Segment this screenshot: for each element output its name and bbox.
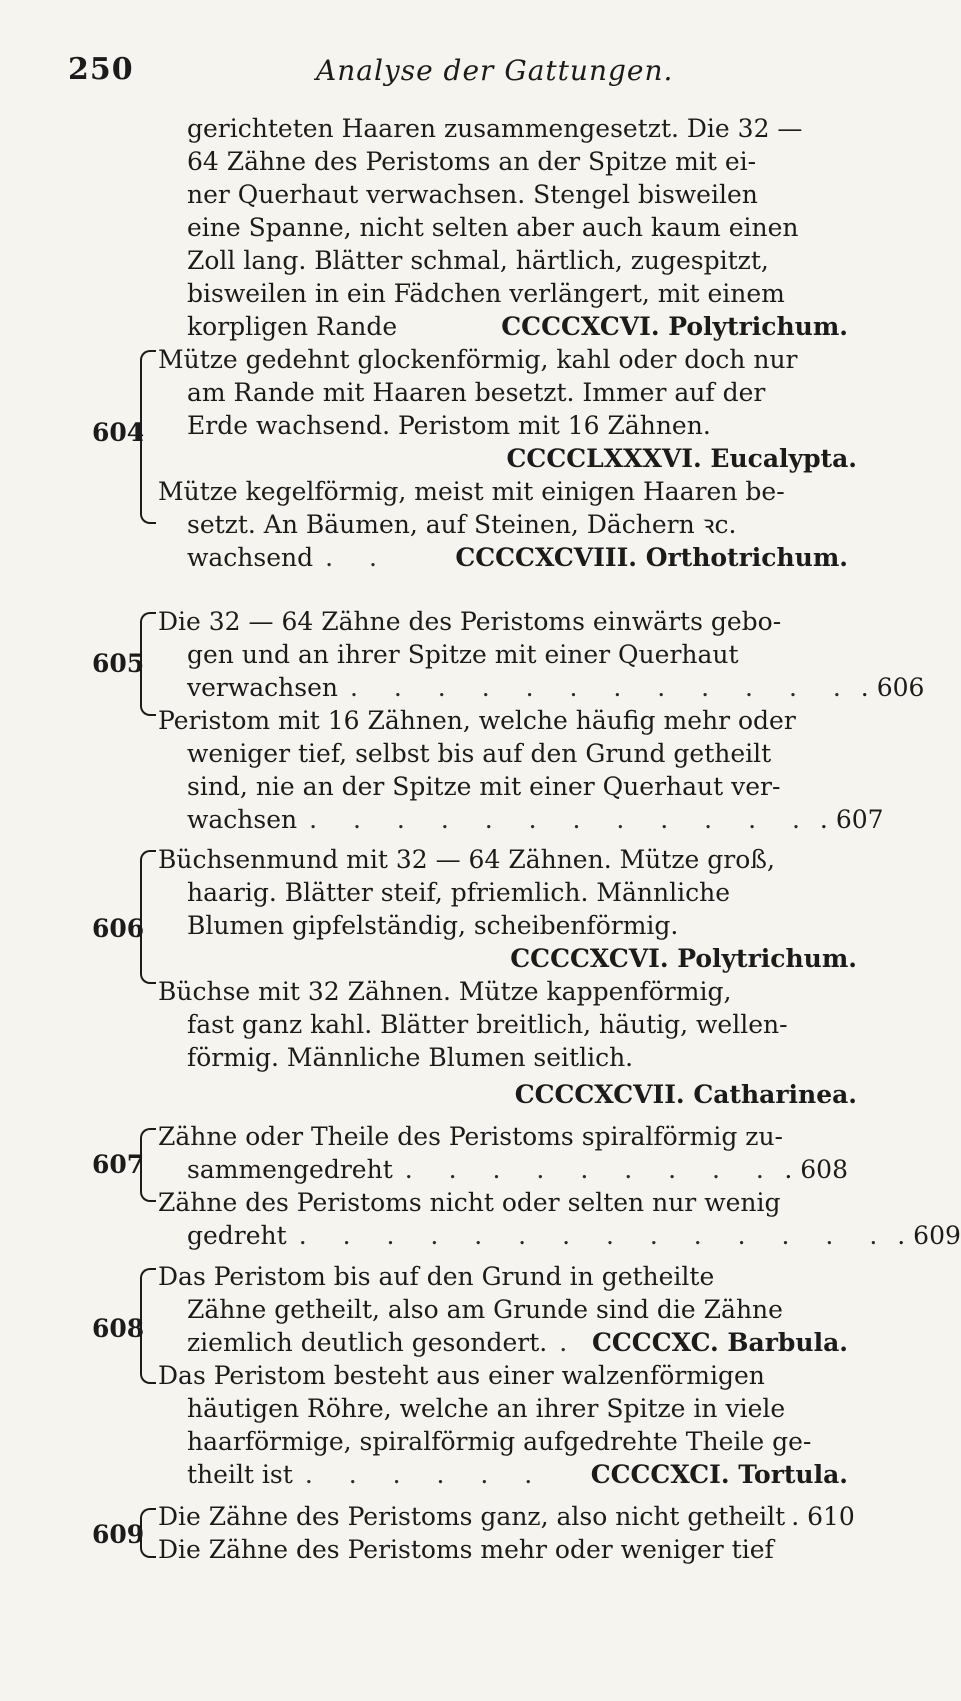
text-line — [187, 803, 884, 836]
leader-dots: . . . . . . . . . . . . . . — [298, 1221, 892, 1250]
text-line: Büchsenmund mit 32 — 64 Zähnen. Mütze groß, — [158, 845, 775, 874]
couplet-reference: . 610 — [791, 1502, 855, 1531]
couplet-number: 609 — [92, 1520, 145, 1549]
couplet-number: 605 — [92, 649, 145, 678]
couplet-reference: . 609 — [897, 1221, 961, 1250]
text-line: häutigen Röhre, welche an ihrer Spitze in viele — [187, 1394, 786, 1423]
genus-line — [187, 942, 857, 975]
couplet-reference: . 608 — [784, 1155, 848, 1184]
text-fragment: wachsen — [187, 805, 298, 834]
text-line: weniger tief, selbst bis auf den Grund getheilt — [187, 739, 772, 768]
text-line: Die 32 — 64 Zähne des Peristoms einwärts gebo- — [158, 607, 782, 636]
text-line: am Rande mit Haaren besetzt. Immer auf der — [187, 378, 766, 407]
text-fragment: korpligen Rande — [187, 312, 398, 341]
text-line — [187, 310, 848, 343]
text-line: ner Querhaut verwachsen. Stengel bisweilen — [187, 180, 758, 209]
text-line: Das Peristom besteht aus einer walzenförmigen — [158, 1361, 765, 1390]
text-line — [187, 1458, 848, 1491]
text-line: Mütze kegelförmig, meist mit einigen Haaren be- — [158, 477, 785, 506]
genus-name: CCCCXCVI. Polytrichum. — [501, 312, 848, 341]
text-line: fast ganz kahl. Blätter breitlich, häutig, wellen- — [187, 1010, 788, 1039]
text-line — [187, 1153, 848, 1186]
text-line: sind, nie an der Spitze mit einer Querhaut ver- — [187, 772, 781, 801]
page-number: 250 — [68, 52, 134, 87]
couplet-number: 606 — [92, 914, 145, 943]
couplet-number: 608 — [92, 1314, 145, 1343]
text-line: gen und an ihrer Spitze mit einer Querhaut — [187, 640, 739, 669]
genus-line — [187, 442, 857, 475]
couplet-number: 604 — [92, 418, 145, 447]
text-line: haarförmige, spiralförmig aufgedrehte Theile ge- — [187, 1427, 812, 1456]
text-fragment: ziemlich deutlich gesondert. — [187, 1328, 548, 1357]
text-fragment: verwachsen — [187, 673, 339, 702]
genus-line — [187, 1078, 857, 1111]
text-line: Zähne oder Theile des Peristoms spiralförmig zu- — [158, 1122, 783, 1151]
text-line: Zähne des Peristoms nicht oder selten nur wenig — [158, 1188, 781, 1217]
genus-name: CCCCXC. Barbula. — [592, 1328, 848, 1357]
text-line — [158, 1500, 855, 1533]
genus-name: CCCCXCVII. Catharinea. — [514, 1080, 857, 1109]
text-line: Büchse mit 32 Zähnen. Mütze kappenförmig, — [158, 977, 732, 1006]
leader-dots: . — [559, 1328, 582, 1357]
text-line: eine Spanne, nicht selten aber auch kaum einen — [187, 213, 799, 242]
leader-dots: . . . . . . — [304, 1460, 547, 1489]
genus-name: CCCCXCI. Tortula. — [590, 1460, 848, 1489]
text-line: Erde wachsend. Peristom mit 16 Zähnen. — [187, 411, 711, 440]
text-line: Blumen gipfelständig, scheibenförmig. — [187, 911, 679, 940]
text-line — [187, 541, 848, 574]
text-line: Peristom mit 16 Zähnen, welche häufig mehr oder — [158, 706, 796, 735]
leader-dots: . . . . . . . . . — [404, 1155, 778, 1184]
genus-name: CCCCXCVI. Polytrichum. — [510, 944, 857, 973]
text-line: Die Zähne des Peristoms mehr oder weniger tief — [158, 1535, 774, 1564]
text-line: Zähne getheilt, also am Grunde sind die Zähne — [187, 1295, 783, 1324]
leader-dots: . . . . . . . . . . . . — [350, 673, 855, 702]
genus-name: CCCCLXXXVI. Eucalypta. — [506, 444, 857, 473]
text-line: 64 Zähne des Peristoms an der Spitze mit ei- — [187, 147, 757, 176]
text-line: setzt. An Bäumen, auf Steinen, Dächern ꝛc. — [187, 510, 737, 539]
text-line: gerichteten Haaren zusammengesetzt. Die 32 — — [187, 114, 803, 143]
couplet-reference: . 606 — [860, 673, 925, 702]
text-line — [187, 1219, 961, 1252]
leader-dots: . . . . . . . . . . . . — [309, 805, 814, 834]
text-line: haarig. Blätter steif, pfriemlich. Männliche — [187, 878, 731, 907]
text-line — [187, 1326, 848, 1359]
couplet-number: 607 — [92, 1150, 145, 1179]
text-fragment: sammengedreht — [187, 1155, 393, 1184]
text-fragment: wachsend — [187, 543, 314, 572]
text-line: Zoll lang. Blätter schmal, härtlich, zugespitzt, — [187, 246, 769, 275]
text-line: bisweilen in ein Fädchen verlängert, mit einem — [187, 279, 785, 308]
text-line: Mütze gedehnt glockenförmig, kahl oder doch nur — [158, 345, 798, 374]
leader-dots: . . — [325, 543, 391, 572]
couplet-reference: . 607 — [819, 805, 884, 834]
text-line: förmig. Männliche Blumen seitlich. — [187, 1043, 634, 1072]
text-fragment: gedreht — [187, 1221, 287, 1250]
running-title: Analyse der Gattungen. — [316, 54, 674, 87]
text-line: Das Peristom bis auf den Grund in getheilte — [158, 1262, 715, 1291]
genus-name: CCCCXCVIII. Orthotrichum. — [455, 543, 848, 572]
text-line — [187, 671, 925, 704]
text-fragment: theilt ist — [187, 1460, 293, 1489]
text-fragment: Die Zähne des Peristoms ganz, also nicht getheilt — [158, 1502, 786, 1531]
